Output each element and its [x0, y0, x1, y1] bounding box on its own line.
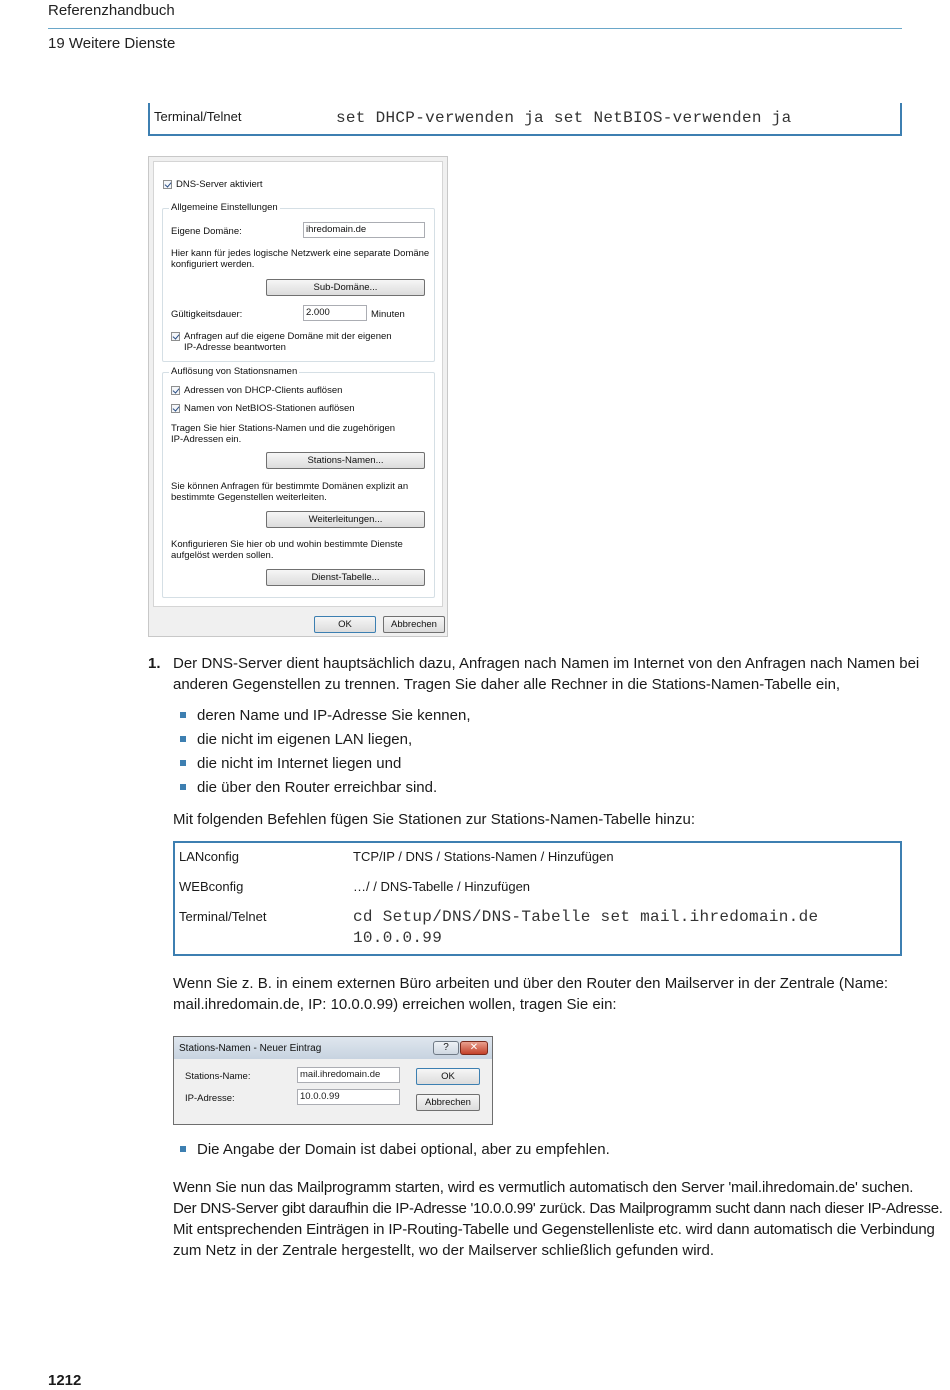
dns-enable-label: DNS-Server aktiviert: [176, 179, 263, 190]
validity-input[interactable]: 2.000: [303, 305, 367, 321]
bullet-square: [180, 784, 186, 790]
cmd-label-webconfig: WEBconfig: [179, 879, 244, 894]
ip-address-input[interactable]: 10.0.0.99: [297, 1089, 400, 1105]
list-item: deren Name und IP-Adresse Sie kennen,: [197, 707, 471, 724]
help-icon[interactable]: ?: [433, 1041, 459, 1055]
dhcp-resolve-checkbox[interactable]: [171, 386, 180, 395]
stations-names-button[interactable]: Stations-Namen...: [266, 452, 425, 469]
commands-intro: Mit folgenden Befehlen fügen Sie Stationen zur Stations-Namen-Tabelle hinzu:: [173, 811, 695, 828]
bullet-square: [180, 1146, 186, 1152]
new-entry-dialog: [173, 1036, 493, 1125]
header-rule: [48, 28, 902, 29]
page-number: 1212: [48, 1372, 82, 1389]
dialog-title-bar: [174, 1037, 492, 1059]
stations-help-2: IP-Adressen ein.: [171, 434, 242, 445]
closing-line-4: zum Netz in der Zentrale hergestellt, wo der Mailserver schließlich gefunden wird.: [173, 1242, 715, 1259]
dialog-title: Stations-Namen - Neuer Eintrag: [179, 1043, 322, 1054]
validity-unit: Minuten: [371, 309, 405, 320]
dialog-panel: [153, 161, 443, 607]
service-help-2: aufgelöst werden sollen.: [171, 550, 274, 561]
ok-button[interactable]: OK: [314, 616, 376, 633]
service-help-1: Konfigurieren Sie hier ob und wohin bestimmte Dienste: [171, 539, 403, 550]
cancel-button[interactable]: Abbrechen: [383, 616, 445, 633]
answer-own-domain-checkbox[interactable]: [171, 332, 180, 341]
station-name-label: Stations-Name:: [185, 1071, 251, 1082]
answer-own-domain-label-1: Anfragen auf die eigene Domäne mit der eigenen: [184, 331, 392, 342]
close-icon[interactable]: ✕: [460, 1041, 488, 1055]
own-domain-input[interactable]: ihredomain.de: [303, 222, 425, 238]
forward-help-1: Sie können Anfragen für bestimmte Domänen explizit an: [171, 481, 409, 492]
station-name-input[interactable]: mail.ihredomain.de: [297, 1067, 400, 1083]
cmd-value-telnet-line-2: 10.0.0.99: [353, 929, 443, 947]
command-code: set DHCP-verwenden ja set NetBIOS-verwenden ja: [336, 109, 792, 127]
cancel-button[interactable]: Abbrechen: [416, 1094, 480, 1111]
validity-label: Gültigkeitsdauer:: [171, 309, 243, 320]
dhcp-resolve-label: Adressen von DHCP-Clients auflösen: [184, 385, 343, 396]
example-line-1: Wenn Sie z. B. in einem externen Büro arbeiten und über den Router den Mailserver in der Zentrale (Name:: [173, 975, 889, 992]
closing-line-2: Der DNS-Server gibt daraufhin die IP-Adresse '10.0.0.99' zurück. Das Mailprogramm sucht dann nach dieser IP-Adresse.: [173, 1200, 943, 1217]
own-domain-label: Eigene Domäne:: [171, 226, 242, 237]
own-domain-help-1: Hier kann für jedes logische Netzwerk eine separate Domäne: [171, 248, 430, 259]
sub-domain-button[interactable]: Sub-Domäne...: [266, 279, 425, 296]
ip-address-label: IP-Adresse:: [185, 1093, 235, 1104]
running-header-chapter: 19 Weitere Dienste: [48, 35, 176, 52]
own-domain-help-2: konfiguriert werden.: [171, 259, 255, 270]
forward-help-2: bestimmte Gegenstellen weiterleiten.: [171, 492, 327, 503]
dns-enable-checkbox[interactable]: [163, 180, 172, 189]
example-line-2: mail.ihredomain.de, IP: 10.0.0.99) erreichen wollen, tragen Sie ein:: [173, 996, 617, 1013]
closing-line-1: Wenn Sie nun das Mailprogramm starten, wird es vermutlich automatisch den Server 'mail.ihredomain.de' suchen.: [173, 1179, 914, 1196]
cmd-label-lanconfig: LANconfig: [179, 849, 239, 864]
list-item: die nicht im Internet liegen und: [197, 755, 402, 772]
forwarding-button[interactable]: Weiterleitungen...: [266, 511, 425, 528]
step-number: 1.: [148, 655, 161, 672]
ok-button[interactable]: OK: [416, 1068, 480, 1085]
top-command-box: [148, 103, 902, 136]
netbios-resolve-checkbox[interactable]: [171, 404, 180, 413]
list-item: die über den Router erreichbar sind.: [197, 779, 438, 796]
step-text-line-1: Der DNS-Server dient hauptsächlich dazu, Anfragen nach Namen im Internet von den Anfragen nach Namen bei: [173, 655, 920, 672]
netbios-resolve-label: Namen von NetBIOS-Stationen auflösen: [184, 403, 355, 414]
bullet-square: [180, 736, 186, 742]
command-label: Terminal/Telnet: [154, 109, 242, 124]
running-header-title: Referenzhandbuch: [48, 2, 175, 19]
list-item: die nicht im eigenen LAN liegen,: [197, 731, 413, 748]
bullet-square: [180, 760, 186, 766]
cmd-value-lanconfig: TCP/IP / DNS / Stations-Namen / Hinzufügen: [353, 849, 614, 864]
name-resolution-legend: Auflösung von Stationsnamen: [171, 366, 298, 377]
dns-server-dialog: [148, 156, 448, 637]
command-table: [173, 841, 902, 956]
stations-help-1: Tragen Sie hier Stations-Namen und die zugehörigen: [171, 423, 396, 434]
note-bullet: Die Angabe der Domain ist dabei optional, aber zu empfehlen.: [197, 1141, 610, 1158]
service-table-button[interactable]: Dienst-Tabelle...: [266, 569, 425, 586]
bullet-square: [180, 712, 186, 718]
closing-line-3: Mit entsprechenden Einträgen in IP-Routing-Tabelle und Gegenstellenliste etc. wird dann automatisch die Verbindung: [173, 1221, 935, 1238]
step-text-line-2: anderen Gegenstellen zu trennen. Tragen Sie daher alle Rechner in die Stations-Namen-Tabelle ein,: [173, 676, 841, 693]
cmd-value-telnet: cd Setup/DNS/DNS-Tabelle set mail.ihredomain.de: [353, 908, 819, 926]
cmd-label-telnet: Terminal/Telnet: [179, 909, 267, 924]
answer-own-domain-label-2: IP-Adresse beantworten: [184, 342, 286, 353]
general-settings-legend: Allgemeine Einstellungen: [171, 202, 278, 213]
cmd-value-webconfig: …/ / DNS-Tabelle / Hinzufügen: [353, 879, 531, 894]
